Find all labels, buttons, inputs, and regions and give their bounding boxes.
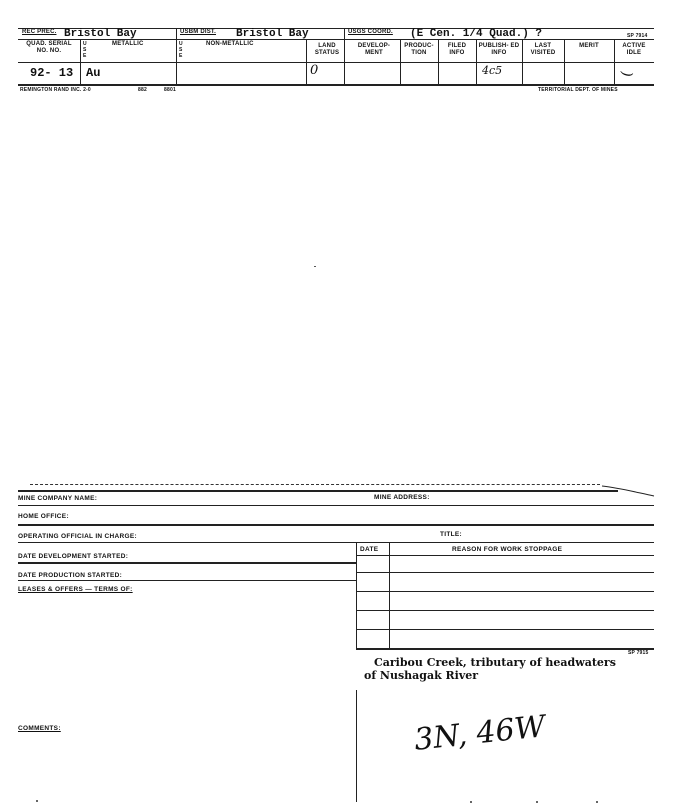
- col-merit: MERIT: [579, 43, 599, 49]
- col-land-status: LAND STATUS: [314, 43, 340, 56]
- col-production: PRODUC- TION: [404, 43, 434, 56]
- location-note-line1: Caribou Creek, tributary of headwaters: [374, 656, 616, 669]
- stray-mark: [314, 266, 316, 267]
- rec-prec-label: REC PREC.: [22, 29, 57, 35]
- usgs-coord-value: (E Cen. 1/4 Quad.) ?: [410, 28, 543, 40]
- operating-official-label: OPERATING OFFICIAL IN CHARGE:: [18, 533, 137, 540]
- col-uses-nonmetallic: U S E: [179, 41, 183, 59]
- date-development-started-label: DATE DEVELOPMENT STARTED:: [18, 553, 129, 560]
- row-land-status: 0: [310, 63, 319, 78]
- column-header-bottom: [18, 62, 654, 63]
- col-last-visited: LAST VISITED: [530, 43, 556, 56]
- col-nonmetallic: NON-METALLIC: [206, 41, 254, 47]
- col-published-info: PUBLISH- ED INFO: [478, 43, 520, 56]
- mine-address-label: MINE ADDRESS:: [374, 494, 430, 501]
- col-filed-info: FILED INFO: [447, 43, 467, 56]
- form-number-bottom: SP 7915: [628, 650, 649, 656]
- form-number-top: SP 7914: [627, 33, 648, 39]
- usbm-dist-value: Bristol Bay: [236, 28, 309, 40]
- home-office-label: HOME OFFICE:: [18, 513, 69, 520]
- date-header: DATE: [360, 546, 379, 553]
- comments-label: COMMENTS:: [18, 725, 61, 732]
- rec-prec-value: Bristol Bay: [64, 28, 137, 40]
- department-imprint: TERRITORIAL DEPT. OF MINES: [538, 87, 618, 93]
- mine-company-name-label: MINE COMPANY NAME:: [18, 495, 98, 502]
- row-published-info: 4c5: [482, 64, 503, 77]
- printer-code-2: 8801: [164, 87, 176, 93]
- row-metallic: Au: [86, 66, 101, 80]
- col-metallic: METALLIC: [112, 41, 144, 47]
- col-development: DEVELOP- MENT: [357, 43, 391, 56]
- title-label: TITLE:: [440, 531, 463, 538]
- curled-edge: [600, 484, 656, 498]
- printer-imprint: REMINGTON RAND INC. 2-0: [20, 87, 91, 93]
- leases-offers-label: LEASES & OFFERS — TERMS OF:: [18, 586, 133, 593]
- usgs-coord-label: USGS COORD.: [348, 29, 393, 35]
- handwritten-township-range: 3N, 46W: [412, 709, 547, 758]
- col-active-idle: ACTIVE IDLE: [622, 43, 646, 56]
- lower-card-top-edge: [30, 484, 600, 485]
- col-quad-serial: QUAD. SERIAL NO. NO.: [26, 41, 72, 54]
- row-active-idle: ): [618, 71, 635, 77]
- col-uses-metallic: U S E: [83, 41, 87, 59]
- location-note-line2: of Nushagak River: [364, 669, 479, 682]
- printer-code-1: 882: [138, 87, 147, 93]
- lower-card-top-border: [18, 490, 618, 492]
- reason-header: REASON FOR WORK STOPPAGE: [452, 546, 563, 553]
- data-row-bottom: [18, 84, 654, 86]
- row-quad-serial: 92- 13: [30, 66, 74, 80]
- date-production-started-label: DATE PRODUCTION STARTED:: [18, 572, 123, 579]
- usbm-dist-label: USBM DIST.: [180, 29, 217, 35]
